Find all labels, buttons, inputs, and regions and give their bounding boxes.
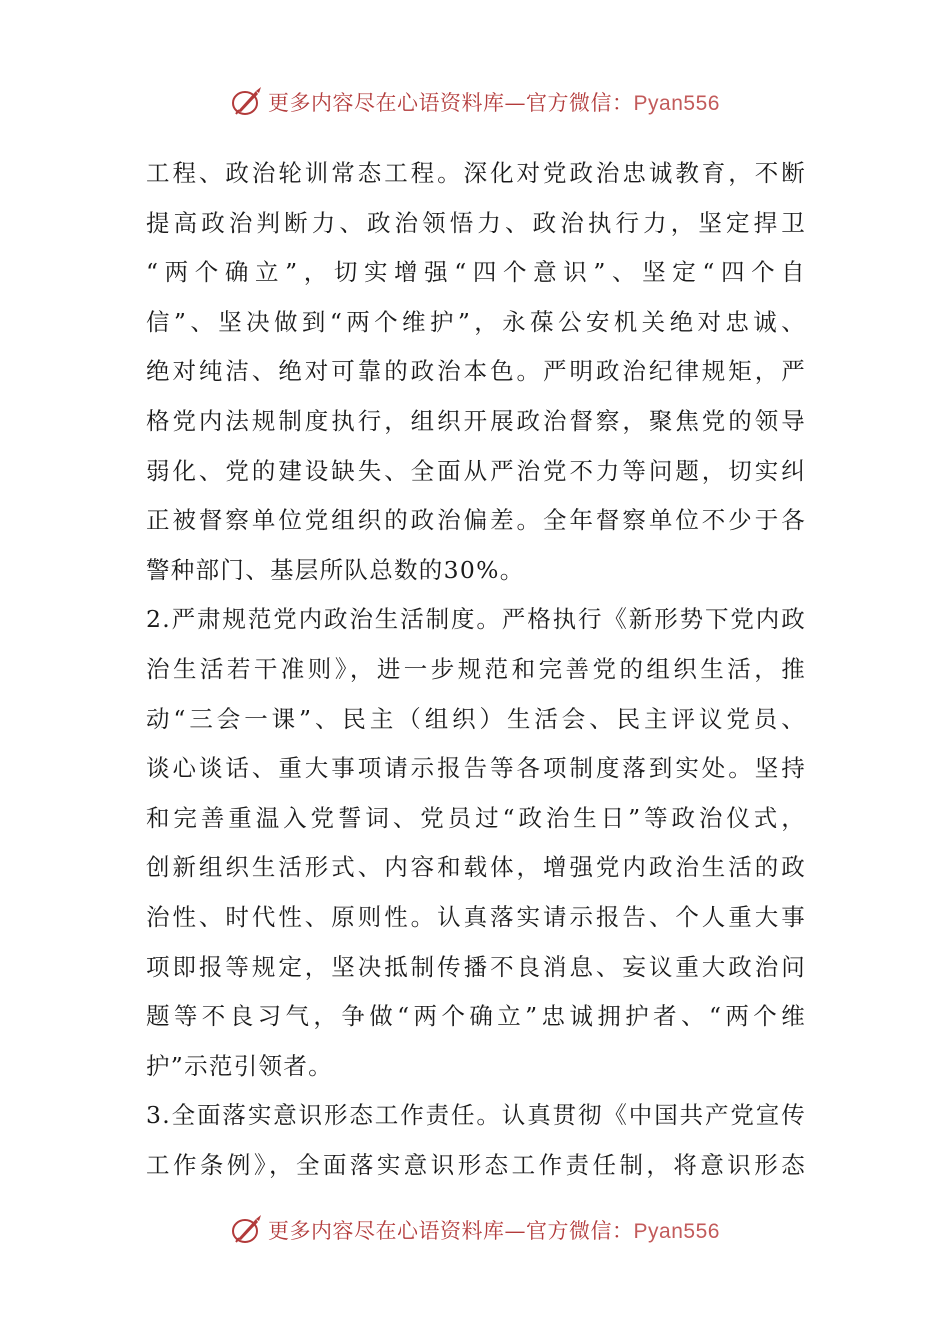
- text-line: 信”、坚决做到“两个维护”，永葆公安机关绝对忠诚、: [146, 307, 806, 336]
- text-line: 和完善重温入党誓词、党员过“政治生日”等政治仪式，: [146, 803, 806, 832]
- wechat-id: Pyan556: [633, 1220, 720, 1243]
- text-line: 正被督察单位党组织的政治偏差。全年督察单位不少于各: [146, 506, 806, 535]
- watermark-text: 更多内容尽在心语资料库—官方微信：Pyan556: [268, 1219, 720, 1243]
- text-line: 提高政治判断力、政治领悟力、政治执行力，坚定捍卫: [146, 208, 806, 237]
- document-body: [146, 148, 806, 1188]
- quill-pen-logo-icon: [230, 85, 264, 119]
- text-line: 题等不良习气，争做“两个确立”忠诚拥护者、“两个维: [146, 1002, 806, 1031]
- text-line: 工程、政治轮训常态工程。深化对党政治忠诚教育，不断: [146, 159, 806, 187]
- text-line: 护”示范引领者。: [146, 1051, 333, 1080]
- text-line: 警种部门、基层所队总数的30%。: [146, 555, 525, 584]
- wechat-id: Pyan556: [633, 92, 720, 115]
- header-watermark-banner: [0, 82, 950, 122]
- footer-watermark-banner: [0, 1210, 950, 1250]
- text-line: 绝对纯洁、绝对可靠的政治本色。严明政治纪律规矩，严: [146, 357, 806, 386]
- text-line: 治生活若干准则》，进一步规范和完善党的组织生活，推: [146, 655, 806, 683]
- section-heading-line: 2.严肃规范党内政治生活制度。严格执行《新形势下党内政: [146, 605, 806, 634]
- text-line: 动“三会一课”、民主（组织）生活会、民主评议党员、: [146, 704, 806, 733]
- text-line: 治性、时代性、原则性。认真落实请示报告、个人重大事: [146, 903, 806, 931]
- text-line: 格党内法规制度执行，组织开展政治督察，聚焦党的领导: [146, 407, 806, 435]
- text-line: “两个确立”，切实增强“四个意识”、坚定“四个自: [146, 258, 806, 287]
- text-line: 工作条例》，全面落实意识形态工作责任制，将意识形态: [146, 1151, 806, 1179]
- quill-pen-logo-icon: [230, 1213, 264, 1247]
- text-line: 项即报等规定，坚决抵制传播不良消息、妄议重大政治问: [146, 952, 806, 981]
- section-heading-line: 3.全面落实意识形态工作责任。认真贯彻《中国共产党宣传: [146, 1101, 806, 1130]
- watermark-text: 更多内容尽在心语资料库—官方微信：Pyan556: [268, 91, 720, 115]
- text-line: 谈心谈话、重大事项请示报告等各项制度落到实处。坚持: [146, 754, 806, 783]
- text-line: 弱化、党的建设缺失、全面从严治党不力等问题，切实纠: [146, 456, 806, 485]
- text-line: 创新组织生活形式、内容和载体，增强党内政治生活的政: [146, 853, 806, 882]
